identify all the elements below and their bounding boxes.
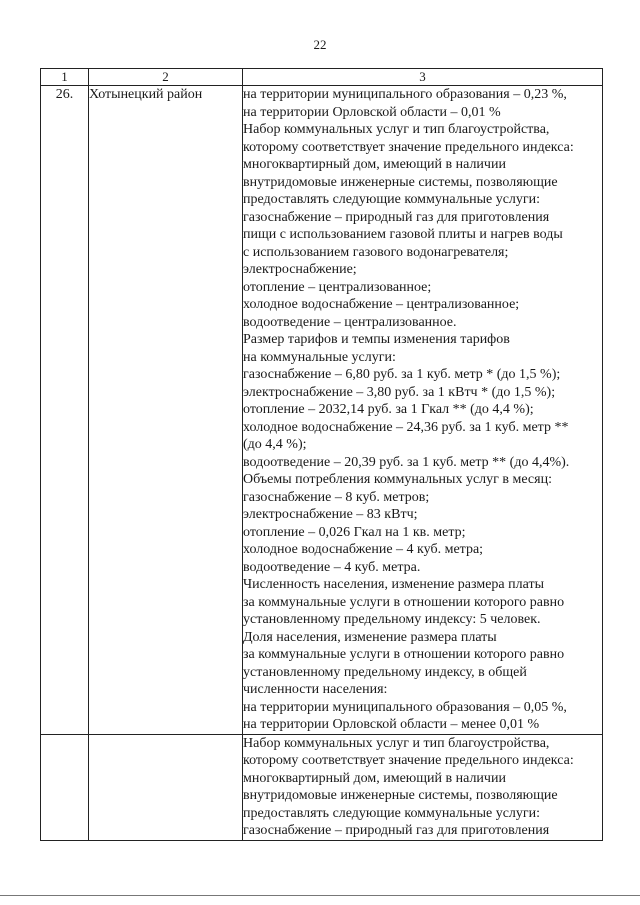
text-line: (до 4,4 %); <box>243 437 307 452</box>
text-line: водоотведение – 4 куб. метра. <box>243 559 421 575</box>
text-line: численности населения: <box>243 682 388 697</box>
text-line: холодное водоснабжение – централизованное; <box>243 297 520 312</box>
text-line: отопление – централизованное; <box>243 279 432 295</box>
text-line: водоотведение – 20,39 руб. за 1 куб. метр ** (до 4,4%). <box>243 454 570 470</box>
table-header-row <box>41 69 603 86</box>
text-line: Набор коммунальных услуг и тип благоустройства, <box>243 735 550 751</box>
text-line: Доля населения, изменение размера платы <box>243 629 497 645</box>
text-line: внутридомовые инженерные системы, позволяющие <box>243 788 558 803</box>
text-line: Набор коммунальных услуг и тип благоустройства, <box>243 122 550 137</box>
text-line: Объемы потребления коммунальных услуг в месяц: <box>243 472 552 487</box>
description-lines <box>243 86 602 734</box>
text-line: предоставлять следующие коммунальные услуги: <box>243 805 541 821</box>
header-col-2: 2 <box>89 69 243 86</box>
page-number: 22 <box>313 37 327 52</box>
text-line: которому соответствует значение предельного индекса: <box>243 753 574 768</box>
district-name-cell: Хотынецкий район <box>89 86 243 735</box>
text-line: электроснабжение; <box>243 262 357 277</box>
text-line: за коммунальные услуги в отношении которого равно <box>243 594 565 610</box>
text-line: установленному предельному индексу: 5 человек. <box>243 612 541 627</box>
text-line: многоквартирный дом, имеющий в наличии <box>243 157 506 172</box>
description-lines <box>243 735 602 840</box>
text-line: водоотведение – централизованное. <box>243 314 457 330</box>
text-line: предоставлять следующие коммунальные услуги: <box>243 192 541 207</box>
text-line: газоснабжение – 6,80 руб. за 1 куб. метр * (до 1,5 %); <box>243 367 561 382</box>
text-line: установленному предельному индексу, в общей <box>243 664 527 680</box>
table-row <box>41 734 603 840</box>
text-line: пищи с использованием газовой плиты и нагрев воды <box>243 227 563 242</box>
text-line: с использованием газового водонагревателя; <box>243 244 509 260</box>
tariff-table <box>40 68 603 841</box>
text-line: за коммунальные услуги в отношении которого равно <box>243 647 565 662</box>
text-line: на территории муниципального образования – 0,23 %, <box>243 87 567 102</box>
district-name-cell <box>89 734 243 840</box>
text-line: холодное водоснабжение – 4 куб. метра; <box>243 542 484 557</box>
text-line: электроснабжение – 3,80 руб. за 1 кВтч * (до 1,5 %); <box>243 384 556 400</box>
row-number-cell <box>41 734 89 840</box>
page-bottom-rule <box>0 895 640 896</box>
text-line: на территории Орловской области – менее 0,01 % <box>243 717 540 732</box>
description-cell <box>243 86 603 735</box>
text-line: на территории муниципального образования – 0,05 %, <box>243 699 567 715</box>
text-line: которому соответствует значение предельного индекса: <box>243 139 574 155</box>
text-line: на территории Орловской области – 0,01 % <box>243 104 501 120</box>
table-row <box>41 86 603 735</box>
header-col-3: 3 <box>243 69 603 86</box>
row-number-cell: 26. <box>41 86 89 735</box>
text-line: на коммунальные услуги: <box>243 349 396 365</box>
text-line: отопление – 0,026 Гкал на 1 кв. метр; <box>243 524 466 540</box>
text-line: газоснабжение – природный газ для приготовления <box>243 209 550 225</box>
text-line: газоснабжение – природный газ для приготовления <box>243 823 550 838</box>
text-line: отопление – 2032,14 руб. за 1 Гкал ** (до 4,4 %); <box>243 402 534 417</box>
description-cell <box>243 734 603 840</box>
text-line: газоснабжение – 8 куб. метров; <box>243 489 430 505</box>
header-col-1: 1 <box>41 69 89 86</box>
text-line: внутридомовые инженерные системы, позволяющие <box>243 174 558 190</box>
text-line: холодное водоснабжение – 24,36 руб. за 1 куб. метр ** <box>243 419 569 435</box>
text-line: электроснабжение – 83 кВтч; <box>243 507 418 522</box>
text-line: многоквартирный дом, имеющий в наличии <box>243 770 506 786</box>
text-line: Размер тарифов и темпы изменения тарифов <box>243 332 510 347</box>
text-line: Численность населения, изменение размера платы <box>243 577 544 592</box>
